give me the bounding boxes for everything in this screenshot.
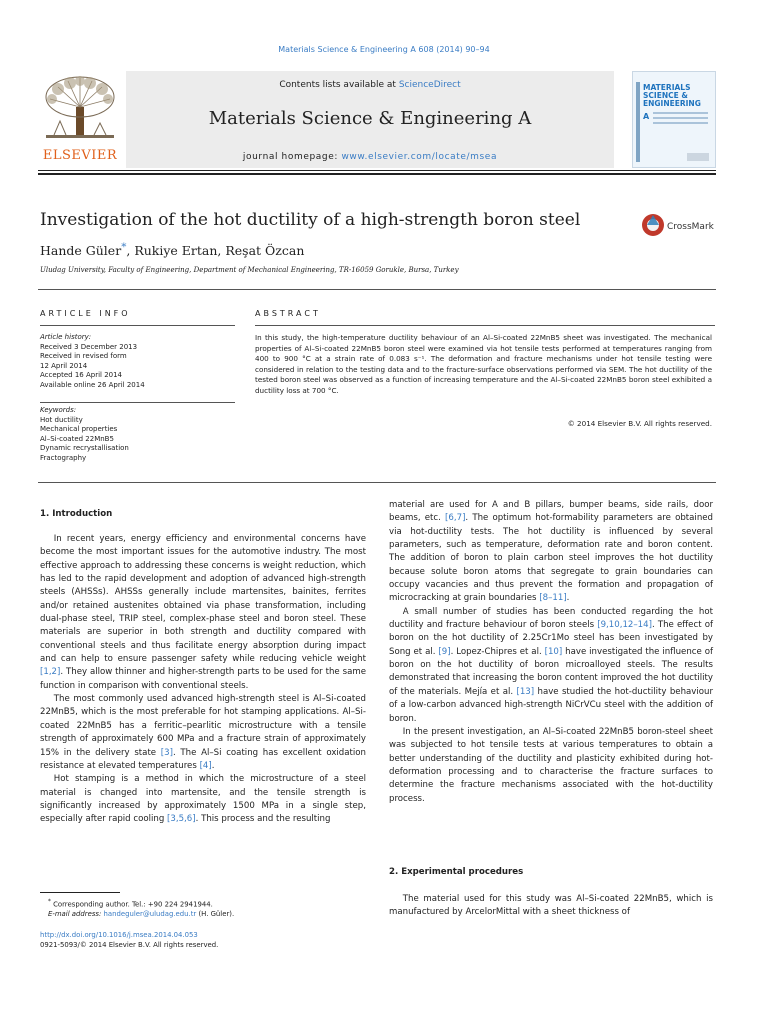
keywords-list [40,406,235,464]
cover-side-bar [636,82,640,162]
doi-link[interactable]: http://dx.doi.org/10.1016/j.msea.2014.04.053 [40,931,198,939]
abstract-heading: ABSTRACT [255,309,321,318]
section-heading-experimental: 2. Experimental procedures [389,867,524,877]
journal-reference-link[interactable]: Materials Science & Engineering A 608 (2014) 90–94 [278,45,490,54]
paragraph: In recent years, energy efficiency and environmental concerns have become the most important issues for the automotive industry. The most effective approach to addressing these concerns is weight reduction, which has led to the rapid development and adoption of advanced high-strength steels (AHSSs). AHSSs generally include martensites, bainites, ferrites and/or retained austenites obtained via phase transformation, including dual-phase steel, TRIP steel, complex-phase steel and boron steel. These materials are superior in both strength and ductility compared with conventional steels and thus facilitate energy absorption during impact and can help to ensure passenger safety while reducing vehicle weight [1,2]. They allow thinner and higher-strength parts to be used for the same function in comparison with conventional steels. [40,534,366,691]
article-info-rule [40,325,235,326]
homepage-prefix: journal homepage: [242,152,342,162]
history-line: 12 April 2014 [40,361,88,370]
article-info-divider [40,402,235,403]
header-rule-thick [38,173,716,175]
doi-block [40,931,360,950]
journal-cover-thumbnail[interactable] [632,71,716,168]
email-label: E-mail address: [48,909,102,918]
contents-prefix: Contents lists available at [279,80,399,90]
history-line: Received in revised form [40,352,127,361]
header-rule [38,170,716,171]
article-info-heading: ARTICLE INFO [40,309,131,318]
body-column-right-lower [389,893,713,920]
keyword: Dynamic recrystallisation [40,444,129,453]
affiliation: Uludag University, Faculty of Engineering, Department of Mechanical Engineering, TR-16059 Gorukle, Bursa, Turkey [40,266,459,274]
keyword: Fractography [40,453,87,462]
cover-publisher-mark [687,153,709,161]
paragraph: material are used for A and B pillars, bumper beams, side rails, door beams, etc. [6,7]. The optimum hot-formability parameters are obtained via hot-ductility tests. The hot ductility is influenced by several parameters, such as temperature, deformation rate and boron content. The addition of boron to plain carbon steel improves the hot ductility because solute boron atoms that segregate to grain boundaries can occupy vacancies and thus prevent the formation and propagation of microcracking at grain boundaries [8–11]. [389,500,714,604]
paragraph: A small number of studies has been conducted regarding the hot ductility and fracture behaviour of boron steels [9,10,12–14]. The effect of boron on the hot ductility of 2.25Cr1Mo steel has been investigated by Song et al. [9]. Lopez-Chipres et al. [10] have investigated the influence of boron on the hot ductility of boron microalloyed steels. The results demonstrated that increasing the boron content improved the hot ductility of the materials. Mejía et al. [13] have studied the hot-ductility behaviour of a low-carbon advanced high-strength NiCrVCu steel with the addition of boron. [389,606,713,724]
citation-link[interactable]: [13] [516,686,535,697]
keywords-label: Keywords: [40,406,77,414]
journal-homepage-line [126,152,614,162]
body-column-left [40,533,366,827]
article-title: Investigation of the hot ductility of a high-strength boron steel [40,210,581,230]
contents-available-line [126,80,614,90]
co-authors: , Rukiye Ertan, Reşat Özcan [126,243,305,259]
cover-title-line: ENGINEERING [643,99,701,108]
abstract-rule [255,325,715,326]
history-line: Available online 26 April 2014 [40,380,145,389]
footnote-rule [40,892,120,893]
author-name[interactable]: Hande Güler [40,243,122,259]
paragraph: In the present investigation, an Al–Si-coated 22MnB5 boron-steel sheet was subjected to hot tensile tests at various temperatures to obtain a better understanding of the ductility and plasticity exhibited during hot-deformation processing and to characterise the fracture surfaces to determine the fracture mechanisms associated with the hot-ductility process. [389,726,713,804]
citation-link[interactable]: [3,5,6] [167,814,196,825]
homepage-link[interactable]: www.elsevier.com/locate/msea [341,152,498,162]
keyword: Mechanical properties [40,425,118,434]
sciencedirect-link[interactable]: ScienceDirect [398,80,461,90]
paragraph: The most commonly used advanced high-strength steel is Al–Si-coated 22MnB5, which is the most preferable for hot stamping applications. Al–Si-coated 22MnB5 has a ferritic–pearlitic microstructure with a tensile strength of approximately 600 MPa and a fracture strain of approximately 15% in the delivery state [3]. The Al–Si coating has excellent oxidation resistance at elevated temperatures [4]. [40,694,366,771]
citation-link[interactable]: [9,10,12–14] [597,620,652,631]
footnote-mark: * [48,899,51,905]
keyword: Al–Si-coated 22MnB5 [40,434,114,443]
abstract-bottom-rule [38,482,716,483]
citation-link[interactable]: [9] [438,646,451,657]
crossmark-label: CrossMark [667,222,714,232]
citation-link[interactable]: [3] [160,747,173,758]
paragraph: Hot stamping is a method in which the microstructure of a steel material is changed into martensite, and the tensile strength is significantly increased by approximately 1500 MPa in a single step, especially after rapid cooling [3,5,6]. This process and the resulting [40,774,366,825]
history-line: Accepted 16 April 2014 [40,371,123,380]
journal-title: Materials Science & Engineering A [208,108,532,129]
article-history [40,333,235,391]
citation-link[interactable]: [8–11] [539,593,567,604]
footnote-email-line: E-mail address: handeguler@uludag.edu.tr (H. Güler). [48,909,235,918]
email-link[interactable]: handeguler@uludag.edu.tr [103,909,197,918]
body-column-right [389,499,713,806]
footnote-line: * Corresponding author. Tel.: +90 224 2941944. [48,899,213,909]
author-list [40,241,304,258]
citation-link[interactable]: [1,2] [40,667,61,678]
cover-title-line: MATERIALS [643,83,691,92]
corresponding-author-mark[interactable]: * [121,241,127,253]
section-heading-introduction: 1. Introduction [40,509,113,519]
cover-text-lines [653,112,708,127]
issn-copyright: 0921-5093/© 2014 Elsevier B.V. All rights reserved. [40,940,219,949]
history-line: Received 3 December 2013 [40,342,138,351]
citation-link[interactable]: [6,7] [445,513,466,524]
citation-link[interactable]: [10] [544,646,563,657]
paragraph: The material used for this study was Al–Si-coated 22MnB5, which is manufactured by ArcelorMittal with a sheet thickness of [389,894,713,918]
keyword: Hot ductility [40,415,83,424]
publisher-name: ELSEVIER [42,148,118,163]
cover-title [643,84,701,108]
footnote [48,898,368,919]
abstract-copyright: © 2014 Elsevier B.V. All rights reserved. [567,419,712,428]
cover-section-letter: A [643,112,650,121]
abstract-text: In this study, the high-temperature ductility behaviour of an Al–Si-coated 22MnB5 sheet was investigated. The mechanical properties of Al–Si-coated 22MnB5 boron steel were examined via hot tensile tests performed at temperatures ranging from 400 to 900 °C at a strain rate of 0.083 s⁻¹. The deformation and fracture mechanisms under hot tensile testing were considered in relation to the testing data and to the fracture-surface observations performed via SEM. The hot ductility of the tested boron steel was observed as a function of increasing temperature and the Al–Si-coated 22MnB5 boron steel exhibited a ductility loss at 700 °C. [255,333,712,395]
crossmark-badge[interactable] [641,211,717,239]
citation-link[interactable]: [4] [199,760,212,771]
cover-title-line: SCIENCE & [643,91,688,100]
title-rule [38,289,716,290]
history-label: Article history: [40,333,92,341]
